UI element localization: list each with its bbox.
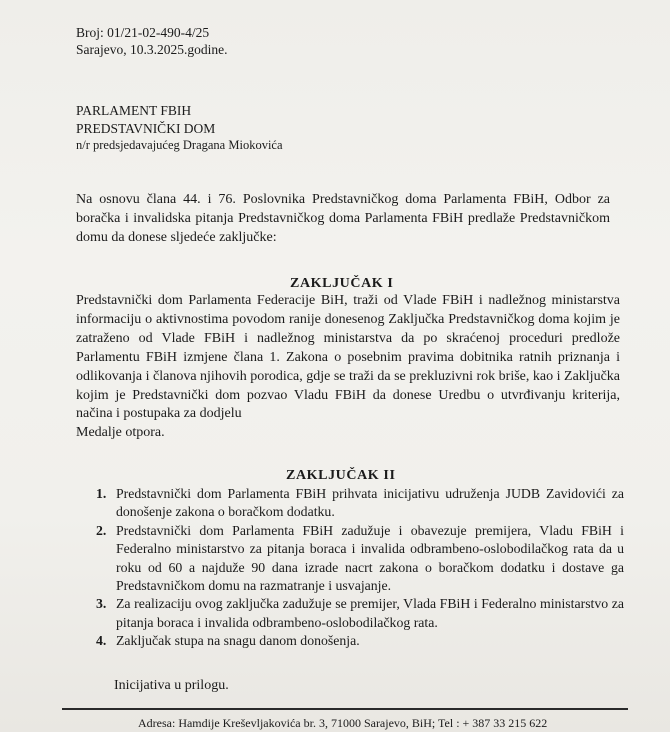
- list-item-number: 1.: [96, 486, 107, 501]
- conclusion-1-title: ZAKLJUČAK I: [290, 276, 394, 291]
- conclusion-2-title: ZAKLJUČAK II: [286, 468, 396, 483]
- intro-paragraph: Na osnovu člana 44. i 76. Poslovnika Predstavničkog doma Parlamenta FBiH, Odbor za boračka i invalidska pitanja Predstavničkog doma Parlamenta FBiH predlaže Predstavničkom domu da donese sljedeće zaključke:: [76, 192, 610, 245]
- footer-address: Adresa: Hamdije Kreševljakovića br. 3, 71000 Sarajevo, BiH; Tel : + 387 33 215 622: [138, 716, 548, 730]
- list-item-text: Zaključak stupa na snagu danom donošenja.: [116, 633, 360, 649]
- reference-block: [76, 24, 227, 58]
- list-item: [96, 522, 624, 596]
- place-and-date: Sarajevo, 10.3.2025.godine.: [76, 42, 228, 57]
- reference-number: Broj: 01/21-02-490-4/25: [76, 25, 210, 40]
- list-item-text: Predstavnički dom Parlamenta FBiH zadužuje i obavezuje premijera, Vladu FBiH i Federalno ministarstvo za pitanja boraca i invalida odbrambeno-oslobodilačkog rata da u roku od 60 a najduže 90 dana izrade nacrt zakona o boračkom dodatku i dostave ga Predstavničkom domu na razmatranje i usvajanje.: [116, 522, 624, 594]
- conclusion-2-list: [96, 485, 624, 651]
- list-item: [96, 485, 624, 522]
- conclusion-1-last-line: Medalje otpora.: [76, 425, 165, 441]
- footer-divider: [62, 708, 628, 710]
- recipient-institution: PARLAMENT FBIH: [76, 103, 192, 118]
- list-item-number: 2.: [96, 522, 107, 538]
- recipient-attention: n/r predsjedavajućeg Dragana Miokovića: [76, 138, 283, 152]
- list-item-text: Predstavnički dom Parlamenta FBiH prihvata inicijativu udruženja JUDB Zavidovići za donošenje zakona o boračkom dodatku.: [116, 486, 624, 520]
- list-item-number: 3.: [96, 596, 107, 612]
- list-item: [96, 595, 624, 632]
- conclusion-1-text-block: [76, 292, 620, 443]
- list-item-text: Za realizaciju ovog zaključka zadužuje se premijer, Vlada FBiH i Federalno ministarstvo za pitanja boraca i invalida odbrambeno-oslobodilačkog rata.: [116, 596, 624, 630]
- attachment-note: Inicijativa u prilogu.: [114, 678, 229, 693]
- list-item-number: 4.: [96, 633, 107, 649]
- recipient-block: [76, 102, 283, 155]
- list-item: [96, 632, 624, 650]
- recipient-house: PREDSTAVNIČKI DOM: [76, 120, 216, 136]
- conclusion-1-text: Predstavnički dom Parlamenta Federacije BiH, traži od Vlade FBiH i nadležnog ministarstva informaciju o aktivnostima povodom ranije donesenog Zaključka Predstavničkog doma kojim je zatraženo od Vlade FBiH i nadležnog ministarstva da po skraćenoj proceduri predlože Parlamentu FBiH izmjene člana 1. Zakona o posebnim pravima dobitnika ratnih priznanja i odlikovanja i članova njihovih porodica, gdje se traži da se prekluzivni rok briše, kao i Zaključka kojim je Predstavnički dom pozvao Vladu FBiH da donese Uredbu o utvrđivanju kriterija, načina i postupaka za dodjelu: [76, 293, 620, 422]
